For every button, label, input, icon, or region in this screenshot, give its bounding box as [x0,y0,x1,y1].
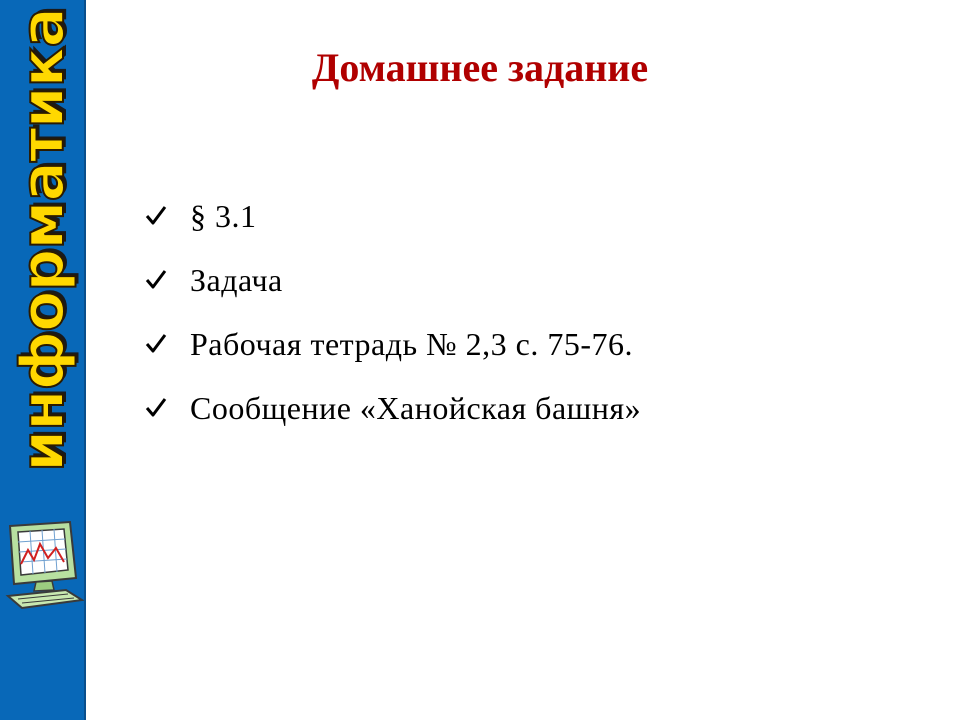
sidebar [0,0,86,720]
list-item-text: Задача [190,262,283,298]
checkmark-icon [145,268,167,290]
list-item-text: Рабочая тетрадь № 2,3 с. 75-76. [190,326,633,362]
logo-text: информатика [8,8,78,472]
logo [0,0,86,470]
computer-icon [4,520,84,612]
list-item-text: Сообщение «Ханойская башня» [190,390,642,426]
slide-title: Домашнее задание [311,45,649,90]
checkmark-icon [145,396,167,418]
list-item-text: § 3.1 [190,198,257,234]
checkmark-icon [145,332,167,354]
checkmark-icon [145,204,167,226]
